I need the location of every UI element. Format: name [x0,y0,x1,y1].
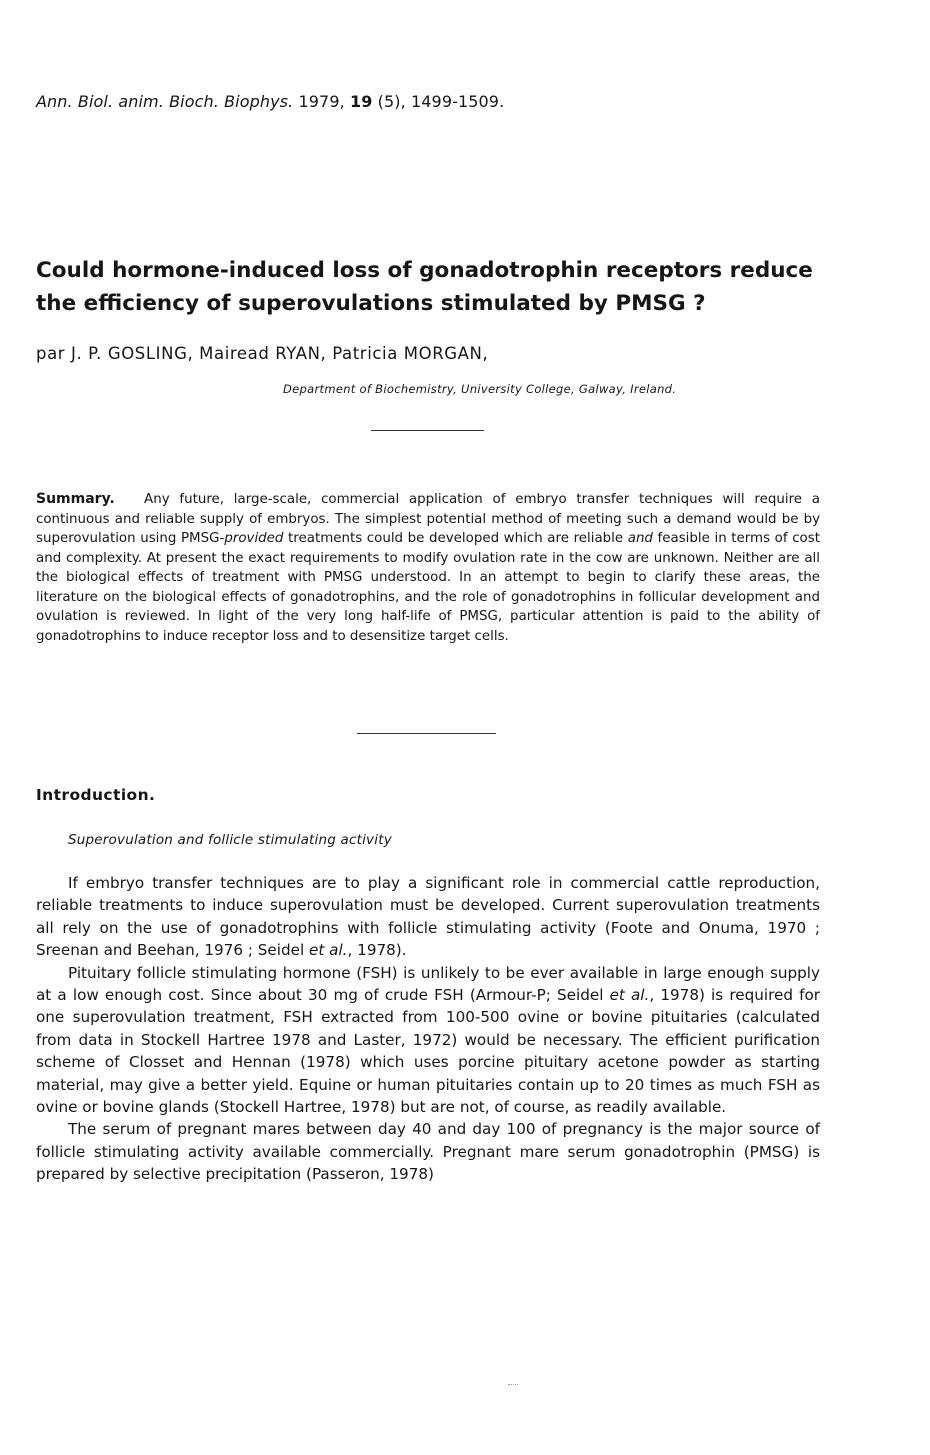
paragraph-2-italic: et al. [609,986,650,1005]
paragraph-1-text-b: , 1978). [347,941,407,960]
paragraph-2-text-a: Pituitary follicle stimulating hormone (FSH) is unlikely to be ever available in large enough supply at a low enough cost. Since about 30 mg of crude FSH (Armour-P; Seidel [36,963,820,1005]
title-line-2: the efficiency of superovulations stimulated by PMSG ? [36,291,706,316]
divider-bottom [357,733,496,734]
scan-mark [508,1384,518,1385]
paragraph-3: The serum of pregnant mares between day 40 and day 100 of pregnancy is the major source of follicle stimulating activity available commercially. Pregnant mare serum gonadotrophin (PMSG) is prepared by selective precipitation (Passeron, 1978) [36,1120,820,1184]
paragraph-2 [36,962,820,1119]
summary-text-c: feasible in terms of cost and complexity. At present the exact requirements to modify ovulation rate in the cow are unknown. Neither are all the biological effects of treatment with PMSG understood. In an attempt to begin to clarify these areas, the literature on the biological effects of gonadotrophins, and the role of gonadotrophins in follicular development and ovulation is reviewed. In light of the very long half-life of PMSG, particular attention is paid to the ability of gonadotrophins to induce receptor loss and to desensitize target cells. [36,531,820,644]
paragraph-1 [36,872,820,962]
journal-issue-pages: (5), 1499-1509. [377,92,505,111]
paragraph-1-text-a: If embryo transfer techniques are to play a significant role in commercial cattle reproduction, reliable treatments to induce superovulation must be developed. Current superovulation treatments all rely on the use of gonadotrophins with follicle stimulating activity (Foote and Onuma, 1970 ; Sreenan and Beehan, 1976 ; Seidel [36,874,820,960]
introduction-heading: Introduction. [36,786,156,804]
article-title [36,254,836,320]
summary-text-italic-a: provided [224,531,284,546]
journal-reference [36,92,504,111]
paragraph-1-italic: et al. [309,941,348,960]
author-list: par J. P. GOSLING, Mairead RYAN, Patricia MORGAN, [36,344,489,363]
section-subheading: Superovulation and follicle stimulating activity [68,832,392,848]
summary-paragraph [36,490,820,646]
title-line-1: Could hormone-induced loss of gonadotrophin receptors reduce [36,258,813,283]
journal-volume: 19 [349,92,373,111]
divider-top [371,430,484,431]
summary-text-italic-b: and [627,531,653,546]
summary-text-b: treatments could be developed which are reliable [283,531,628,546]
author-affiliation: Department of Biochemistry, University College, Galway, Ireland. [283,382,677,396]
paragraph-2-text-b: , 1978) is required for one superovulation treatment, FSH extracted from 100-500 ovine or bovine pituitaries (calculated from data in Stockell Hartree 1978 and Laster, 1972) would be necessary. The efficient purification scheme of Closset and Hennan (1978) which uses porcine pituitary acetone powder as starting material, may give a better yield. Equine or human pituitaries contain up to 20 times as much FSH as ovine or bovine glands (Stockell Hartree, 1978) but are not, of course, as readily available. [36,986,820,1117]
summary-text-a: Any future, large-scale, commercial application of embryo transfer techniques will require a continuous and reliable supply of embryos. The simplest potential method of meeting such a demand would be by superovulation using PMSG- [36,492,820,546]
journal-year: 1979, [298,92,345,111]
introduction-body [36,872,820,1186]
journal-name: Ann. Biol. anim. Bioch. Biophys. [36,92,294,111]
summary-label: Summary. [36,491,115,507]
